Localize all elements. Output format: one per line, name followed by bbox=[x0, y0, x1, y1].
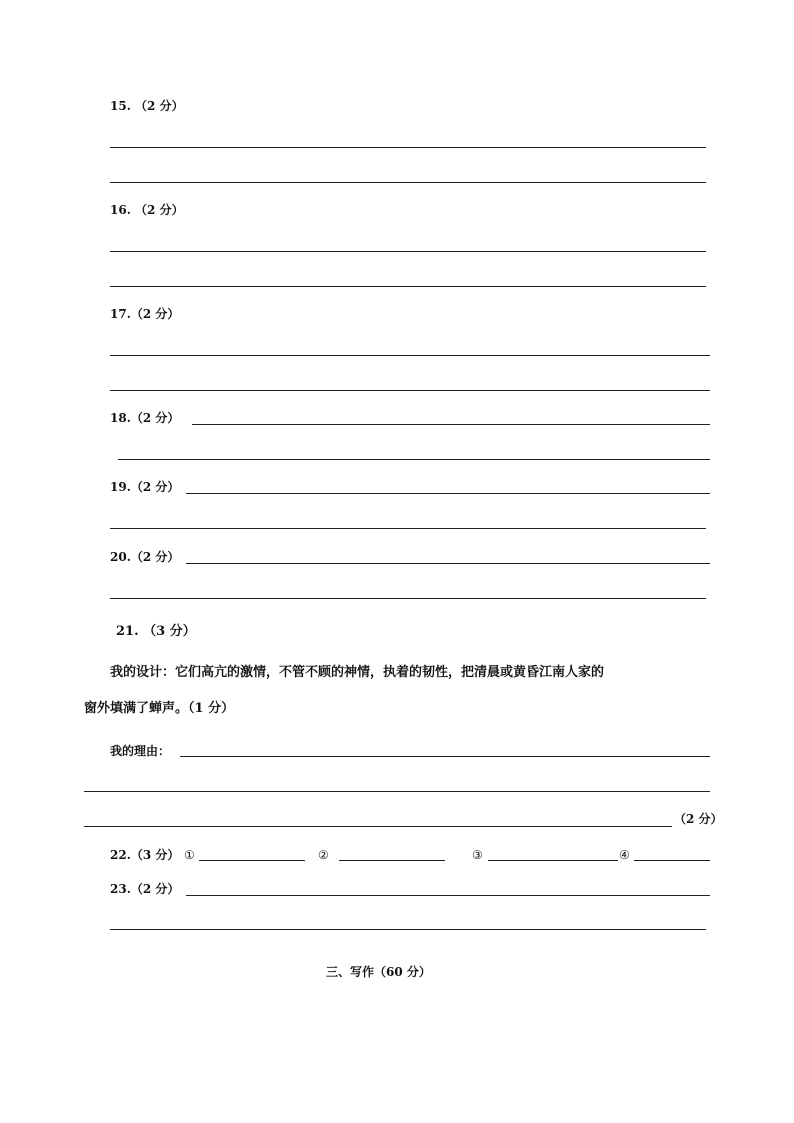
q18-answer-line-1[interactable] bbox=[192, 424, 710, 425]
q18-label: 18.（2 分） bbox=[110, 411, 180, 425]
q23-answer-line-1[interactable] bbox=[186, 895, 710, 896]
q22-label: 22.（3 分） bbox=[110, 848, 180, 862]
q22-blank-1[interactable] bbox=[199, 860, 305, 861]
q21-reason-line-2[interactable] bbox=[84, 791, 710, 792]
q15-answer-line-1[interactable] bbox=[110, 147, 706, 148]
q22-blank-2[interactable] bbox=[339, 860, 445, 861]
q22-blank-4[interactable] bbox=[634, 860, 710, 861]
q22-circle-3: ③ bbox=[472, 848, 483, 862]
q17-answer-line-2[interactable] bbox=[110, 390, 710, 391]
q19-answer-line-1[interactable] bbox=[186, 493, 710, 494]
q15-answer-line-2[interactable] bbox=[110, 182, 706, 183]
q21-reason-label: 我的理由： bbox=[110, 744, 171, 758]
q23-label: 23.（2 分） bbox=[110, 882, 180, 896]
q22-circle-1: ① bbox=[184, 848, 195, 862]
q22-blank-3[interactable] bbox=[488, 860, 618, 861]
q17-answer-line-1[interactable] bbox=[110, 355, 710, 356]
q20-answer-line-2[interactable] bbox=[110, 598, 706, 599]
q21-reason-points: （2 分） bbox=[674, 812, 723, 826]
q20-answer-line-1[interactable] bbox=[186, 563, 710, 564]
q22-circle-2: ② bbox=[318, 848, 329, 862]
q21-design-text-line-2: 窗外填满了蝉声。（1 分） bbox=[84, 701, 235, 716]
q22-circle-4: ④ bbox=[619, 848, 630, 862]
q23-answer-line-2[interactable] bbox=[110, 929, 706, 930]
q15-label: 15. （2 分） bbox=[110, 99, 184, 113]
q21-design-text-line-1: 我的设计：它们高亢的激情，不管不顾的神情，执着的韧性，把清晨或黄昏江南人家的 bbox=[110, 665, 605, 680]
q17-label: 17.（2 分） bbox=[110, 307, 180, 321]
q19-answer-line-2[interactable] bbox=[110, 528, 706, 529]
q21-label: 21. （3 分） bbox=[116, 624, 196, 639]
q16-answer-line-2[interactable] bbox=[110, 286, 706, 287]
q19-label: 19.（2 分） bbox=[110, 480, 180, 494]
q20-label: 20.（2 分） bbox=[110, 550, 180, 564]
q21-reason-line-1[interactable] bbox=[180, 756, 710, 757]
section-3-heading: 三、写作（60 分） bbox=[326, 965, 431, 979]
q18-answer-line-2[interactable] bbox=[118, 459, 710, 460]
q16-answer-line-1[interactable] bbox=[110, 251, 706, 252]
q16-label: 16. （2 分） bbox=[110, 203, 184, 217]
q21-reason-line-3[interactable] bbox=[84, 826, 672, 827]
